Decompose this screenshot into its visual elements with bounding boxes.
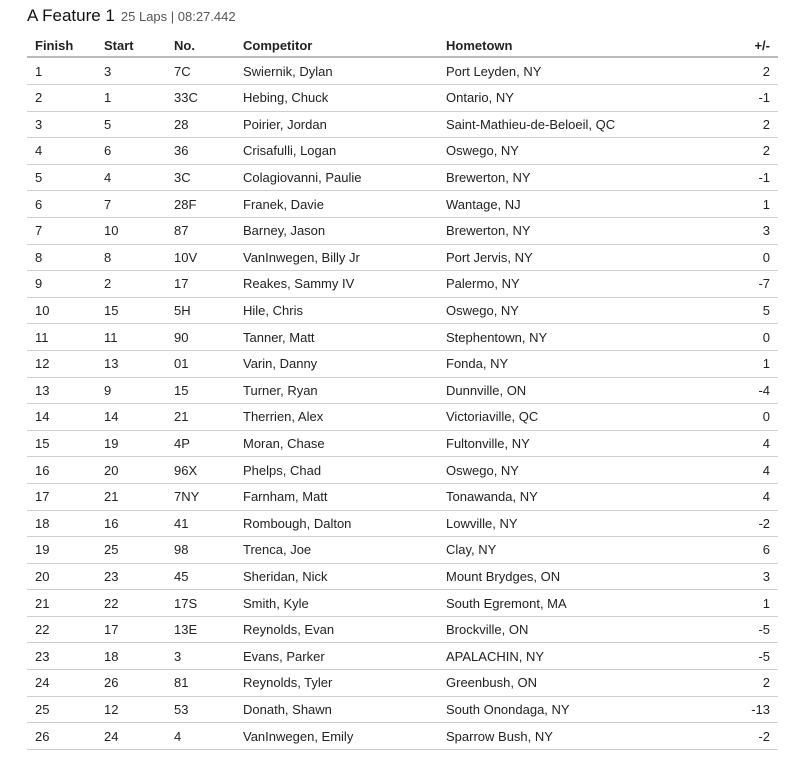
- finish-cell: 4: [27, 138, 96, 165]
- race-summary: 25 Laps | 08:27.442: [120, 9, 236, 24]
- start-cell: 8: [96, 244, 166, 271]
- start-cell: 10: [96, 217, 166, 244]
- hometown-cell: Fultonville, NY: [438, 430, 678, 457]
- column-header-position-change: +/-: [678, 34, 778, 57]
- competitor-cell: Tanner, Matt: [235, 324, 438, 351]
- hometown-cell: Saint-Mathieu-de-Beloeil, QC: [438, 111, 678, 138]
- car-number-cell: 15: [166, 377, 235, 404]
- start-cell: 14: [96, 404, 166, 431]
- table-row: [27, 111, 778, 138]
- start-cell: 16: [96, 510, 166, 537]
- hometown-cell: Wantage, NJ: [438, 191, 678, 218]
- position-change-cell: 0: [678, 324, 778, 351]
- competitor-cell: Donath, Shawn: [235, 696, 438, 723]
- start-cell: 17: [96, 616, 166, 643]
- finish-cell: 5: [27, 164, 96, 191]
- position-change-cell: -7: [678, 271, 778, 298]
- competitor-cell: Rombough, Dalton: [235, 510, 438, 537]
- car-number-cell: 7NY: [166, 483, 235, 510]
- competitor-cell: Swiernik, Dylan: [235, 57, 438, 85]
- competitor-cell: Phelps, Chad: [235, 457, 438, 484]
- position-change-cell: 5: [678, 297, 778, 324]
- hometown-cell: Port Jervis, NY: [438, 244, 678, 271]
- finish-cell: 20: [27, 563, 96, 590]
- table-row: [27, 377, 778, 404]
- start-cell: 20: [96, 457, 166, 484]
- hometown-cell: South Egremont, MA: [438, 590, 678, 617]
- position-change-cell: -4: [678, 377, 778, 404]
- car-number-cell: 45: [166, 563, 235, 590]
- page-title: A Feature 1: [27, 6, 115, 25]
- column-header-start: Start: [96, 34, 166, 57]
- table-row: [27, 191, 778, 218]
- start-cell: 1: [96, 85, 166, 112]
- position-change-cell: 2: [678, 138, 778, 165]
- hometown-cell: Greenbush, ON: [438, 670, 678, 697]
- car-number-cell: 21: [166, 404, 235, 431]
- table-row: [27, 271, 778, 298]
- car-number-cell: 90: [166, 324, 235, 351]
- car-number-cell: 5H: [166, 297, 235, 324]
- table-row: [27, 217, 778, 244]
- table-row: [27, 85, 778, 112]
- position-change-cell: 2: [678, 57, 778, 85]
- car-number-cell: 96X: [166, 457, 235, 484]
- car-number-cell: 3C: [166, 164, 235, 191]
- position-change-cell: -2: [678, 510, 778, 537]
- competitor-cell: Sheridan, Nick: [235, 563, 438, 590]
- competitor-cell: Poirier, Jordan: [235, 111, 438, 138]
- start-cell: 5: [96, 111, 166, 138]
- finish-cell: 18: [27, 510, 96, 537]
- position-change-cell: -13: [678, 696, 778, 723]
- position-change-cell: 1: [678, 590, 778, 617]
- start-cell: 24: [96, 723, 166, 750]
- position-change-cell: -1: [678, 85, 778, 112]
- finish-cell: 19: [27, 537, 96, 564]
- hometown-cell: Tonawanda, NY: [438, 483, 678, 510]
- hometown-cell: Oswego, NY: [438, 457, 678, 484]
- finish-cell: 24: [27, 670, 96, 697]
- car-number-cell: 81: [166, 670, 235, 697]
- car-number-cell: 01: [166, 350, 235, 377]
- finish-cell: 9: [27, 271, 96, 298]
- finish-cell: 1: [27, 57, 96, 85]
- competitor-cell: Trenca, Joe: [235, 537, 438, 564]
- car-number-cell: 17S: [166, 590, 235, 617]
- hometown-cell: South Onondaga, NY: [438, 696, 678, 723]
- finish-cell: 22: [27, 616, 96, 643]
- competitor-cell: Evans, Parker: [235, 643, 438, 670]
- column-header-finish: Finish: [27, 34, 96, 57]
- table-row: [27, 590, 778, 617]
- table-row: [27, 696, 778, 723]
- results-body: [27, 57, 778, 749]
- position-change-cell: 2: [678, 670, 778, 697]
- column-header-competitor: Competitor: [235, 34, 438, 57]
- table-header-row: [27, 34, 778, 57]
- finish-cell: 7: [27, 217, 96, 244]
- table-row: [27, 643, 778, 670]
- table-row: [27, 723, 778, 750]
- table-row: [27, 483, 778, 510]
- finish-cell: 26: [27, 723, 96, 750]
- start-cell: 22: [96, 590, 166, 617]
- hometown-cell: APALACHIN, NY: [438, 643, 678, 670]
- start-cell: 13: [96, 350, 166, 377]
- start-cell: 21: [96, 483, 166, 510]
- hometown-cell: Dunnville, ON: [438, 377, 678, 404]
- hometown-cell: Oswego, NY: [438, 138, 678, 165]
- car-number-cell: 33C: [166, 85, 235, 112]
- position-change-cell: 4: [678, 483, 778, 510]
- hometown-cell: Sparrow Bush, NY: [438, 723, 678, 750]
- competitor-cell: Hebing, Chuck: [235, 85, 438, 112]
- finish-cell: 16: [27, 457, 96, 484]
- car-number-cell: 13E: [166, 616, 235, 643]
- table-row: [27, 616, 778, 643]
- competitor-cell: Reakes, Sammy IV: [235, 271, 438, 298]
- competitor-cell: Moran, Chase: [235, 430, 438, 457]
- position-change-cell: 0: [678, 244, 778, 271]
- position-change-cell: 3: [678, 217, 778, 244]
- car-number-cell: 4: [166, 723, 235, 750]
- hometown-cell: Fonda, NY: [438, 350, 678, 377]
- position-change-cell: -1: [678, 164, 778, 191]
- table-row: [27, 537, 778, 564]
- car-number-cell: 3: [166, 643, 235, 670]
- car-number-cell: 41: [166, 510, 235, 537]
- start-cell: 3: [96, 57, 166, 85]
- competitor-cell: Colagiovanni, Paulie: [235, 164, 438, 191]
- car-number-cell: 7C: [166, 57, 235, 85]
- position-change-cell: 1: [678, 191, 778, 218]
- position-change-cell: 4: [678, 457, 778, 484]
- competitor-cell: Franek, Davie: [235, 191, 438, 218]
- start-cell: 18: [96, 643, 166, 670]
- hometown-cell: Brockville, ON: [438, 616, 678, 643]
- start-cell: 12: [96, 696, 166, 723]
- start-cell: 6: [96, 138, 166, 165]
- position-change-cell: 1: [678, 350, 778, 377]
- position-change-cell: -2: [678, 723, 778, 750]
- competitor-cell: Therrien, Alex: [235, 404, 438, 431]
- hometown-cell: Stephentown, NY: [438, 324, 678, 351]
- hometown-cell: Victoriaville, QC: [438, 404, 678, 431]
- position-change-cell: 0: [678, 404, 778, 431]
- start-cell: 9: [96, 377, 166, 404]
- car-number-cell: 36: [166, 138, 235, 165]
- car-number-cell: 28: [166, 111, 235, 138]
- car-number-cell: 4P: [166, 430, 235, 457]
- finish-cell: 2: [27, 85, 96, 112]
- position-change-cell: -5: [678, 643, 778, 670]
- table-row: [27, 670, 778, 697]
- competitor-cell: Reynolds, Tyler: [235, 670, 438, 697]
- start-cell: 26: [96, 670, 166, 697]
- start-cell: 7: [96, 191, 166, 218]
- start-cell: 23: [96, 563, 166, 590]
- finish-cell: 13: [27, 377, 96, 404]
- car-number-cell: 53: [166, 696, 235, 723]
- competitor-cell: Crisafulli, Logan: [235, 138, 438, 165]
- results-header: [0, 0, 800, 34]
- start-cell: 25: [96, 537, 166, 564]
- car-number-cell: 28F: [166, 191, 235, 218]
- table-row: [27, 430, 778, 457]
- hometown-cell: Port Leyden, NY: [438, 57, 678, 85]
- column-header-hometown: Hometown: [438, 34, 678, 57]
- hometown-cell: Mount Brydges, ON: [438, 563, 678, 590]
- finish-cell: 21: [27, 590, 96, 617]
- hometown-cell: Ontario, NY: [438, 85, 678, 112]
- position-change-cell: 6: [678, 537, 778, 564]
- finish-cell: 8: [27, 244, 96, 271]
- finish-cell: 6: [27, 191, 96, 218]
- position-change-cell: -5: [678, 616, 778, 643]
- column-header-number: No.: [166, 34, 235, 57]
- table-row: [27, 404, 778, 431]
- finish-cell: 23: [27, 643, 96, 670]
- finish-cell: 17: [27, 483, 96, 510]
- position-change-cell: 4: [678, 430, 778, 457]
- competitor-cell: Barney, Jason: [235, 217, 438, 244]
- finish-cell: 10: [27, 297, 96, 324]
- table-row: [27, 297, 778, 324]
- competitor-cell: Farnham, Matt: [235, 483, 438, 510]
- start-cell: 11: [96, 324, 166, 351]
- hometown-cell: Brewerton, NY: [438, 164, 678, 191]
- hometown-cell: Palermo, NY: [438, 271, 678, 298]
- competitor-cell: VanInwegen, Billy Jr: [235, 244, 438, 271]
- start-cell: 4: [96, 164, 166, 191]
- competitor-cell: Hile, Chris: [235, 297, 438, 324]
- competitor-cell: Varin, Danny: [235, 350, 438, 377]
- hometown-cell: Clay, NY: [438, 537, 678, 564]
- competitor-cell: Reynolds, Evan: [235, 616, 438, 643]
- table-row: [27, 350, 778, 377]
- finish-cell: 3: [27, 111, 96, 138]
- car-number-cell: 87: [166, 217, 235, 244]
- competitor-cell: Smith, Kyle: [235, 590, 438, 617]
- competitor-cell: Turner, Ryan: [235, 377, 438, 404]
- table-row: [27, 244, 778, 271]
- hometown-cell: Brewerton, NY: [438, 217, 678, 244]
- finish-cell: 25: [27, 696, 96, 723]
- table-row: [27, 138, 778, 165]
- hometown-cell: Lowville, NY: [438, 510, 678, 537]
- position-change-cell: 3: [678, 563, 778, 590]
- table-row: [27, 510, 778, 537]
- finish-cell: 11: [27, 324, 96, 351]
- position-change-cell: 2: [678, 111, 778, 138]
- competitor-cell: VanInwegen, Emily: [235, 723, 438, 750]
- start-cell: 2: [96, 271, 166, 298]
- table-row: [27, 324, 778, 351]
- car-number-cell: 10V: [166, 244, 235, 271]
- table-row: [27, 57, 778, 85]
- finish-cell: 15: [27, 430, 96, 457]
- table-row: [27, 457, 778, 484]
- finish-cell: 14: [27, 404, 96, 431]
- start-cell: 15: [96, 297, 166, 324]
- car-number-cell: 98: [166, 537, 235, 564]
- finish-cell: 12: [27, 350, 96, 377]
- table-row: [27, 563, 778, 590]
- car-number-cell: 17: [166, 271, 235, 298]
- start-cell: 19: [96, 430, 166, 457]
- results-table: [27, 34, 778, 750]
- hometown-cell: Oswego, NY: [438, 297, 678, 324]
- table-row: [27, 164, 778, 191]
